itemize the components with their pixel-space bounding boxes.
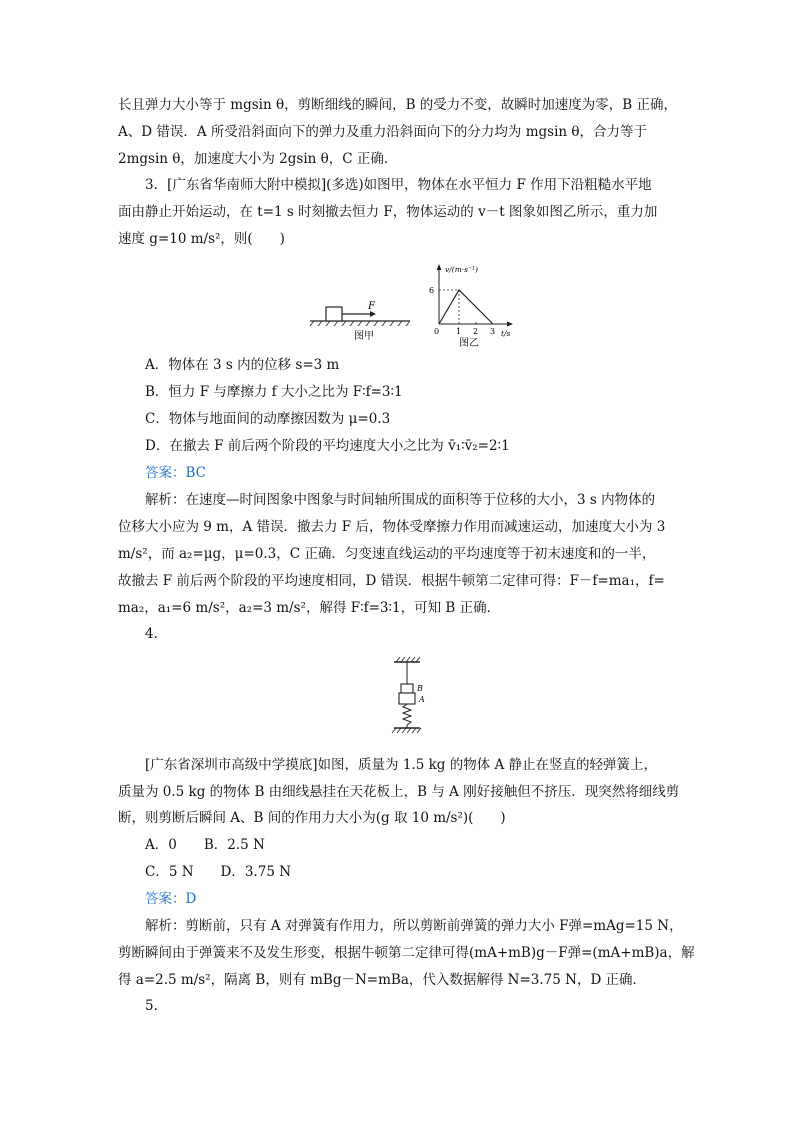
y-axis-arrowhead — [437, 264, 442, 270]
prev-analysis-line-2: A、D 错误．A 所受沿斜面向下的弹力及重力沿斜面向下的分力均为 mgsin θ，合力等于 — [118, 124, 647, 140]
q4-stem-line-3: 断，则剪断后瞬间 A、B 间的作用力大小为(g 取 10 m/s²)( ) — [118, 810, 506, 826]
q4-analysis-line-1: 解析：剪断前，只有 A 对弹簧有作用力，所以剪断前弹簧的弹力大小 F弹=mAg=15 N， — [145, 918, 683, 934]
figure-jia — [308, 295, 418, 345]
q3-answer: 答案：BC — [145, 465, 207, 481]
q4-options-row-2: C．5 N D．3.75 N — [145, 864, 292, 880]
q3-analysis-line-4: 故撤去 F 前后两个阶段的平均速度相同，D 错误．根据牛顿第二定律可得：F－f=ma₁，f= — [118, 573, 665, 589]
x-axis-label: t/s — [501, 329, 511, 338]
prev-analysis-line-1: 长且弹力大小等于 mgsin θ，剪断细线的瞬间，B 的受力不变，故瞬时加速度为零，B 正确， — [118, 97, 678, 113]
figure-spring — [382, 656, 442, 736]
force-label: F — [368, 301, 375, 312]
block-shape — [326, 307, 342, 321]
block-b — [401, 684, 413, 693]
block-a — [399, 693, 415, 704]
q4-stem-line-2: 质量为 0.5 kg 的物体 B 由细线悬挂在天花板上，B 与 A 刚好接触但不挤压．现突然将细线剪 — [118, 784, 680, 800]
ground-hatching — [310, 321, 410, 326]
q4-stem-line-1: [广东省深圳市高级中学摸底]如图，质量为 1.5 kg 的物体 A 静止在竖直的轻弹簧上， — [145, 757, 658, 773]
q3-option-d: D．在撤去 F 前后两个阶段的平均速度大小之比为 v̄₁∶v̄₂=2∶1 — [145, 438, 510, 454]
x-tick-1: 1 — [456, 327, 462, 336]
q3-analysis-line-5: ma₂，a₁=6 m/s²，a₂=3 m/s²，解得 F∶f=3∶1，可知 B 正确． — [118, 600, 501, 616]
q5-number: 5. — [145, 998, 158, 1014]
q3-analysis-line-2: 位移大小应为 9 m，A 错误．撤去力 F 后，物体受摩擦力作用而减速运动，加速度大小为 3 — [118, 519, 666, 535]
q4-analysis-line-3: 得 a=2.5 m/s²，隔离 B，则有 mBg－N=mBa，代入数据解得 N=3.75 N，D 正确． — [118, 972, 647, 988]
q3-analysis-line-1: 解析：在速度—时间图象中图象与时间轴所围成的面积等于位移的大小，3 s 内物体的 — [145, 492, 656, 508]
caption-jia: 图甲 — [354, 331, 374, 342]
prev-analysis-line-3: 2mgsin θ，加速度大小为 2gsin θ，C 正确． — [118, 151, 398, 167]
x-tick-3: 3 — [490, 327, 496, 336]
q3-stem-line-3: 速度 g=10 m/s²，则( ) — [118, 231, 285, 247]
q4-analysis-line-2: 剪断瞬间由于弹簧来不及发生形变，根据牛顿第二定律可得(mA+mB)g－F弹=(mA+mB)a，解 — [118, 945, 695, 961]
q3-option-b: B．恒力 F 与摩擦力 f 大小之比为 F∶f=3∶1 — [145, 384, 403, 400]
origin-label: 0 — [434, 327, 440, 336]
y-tick-6: 6 — [429, 286, 435, 295]
vt-line — [439, 290, 493, 324]
q4-answer: 答案：D — [145, 891, 197, 907]
q3-stem-line-1: 3．[广东省华南师大附中模拟](多选)如图甲，物体在水平恒力 F 作用下沿粗糙水平地 — [145, 177, 652, 193]
q3-option-c: C．物体与地面间的动摩擦因数为 μ=0.3 — [145, 411, 391, 427]
caption-yi: 图乙 — [459, 338, 479, 348]
q3-analysis-line-3: m/s²，而 a₂=μg，μ=0.3，C 正确．匀变速直线运动的平均速度等于初末速度和的一半， — [118, 546, 656, 562]
q3-stem-line-2: 面由静止开始运动，在 t=1 s 时刻撤去恒力 F，物体运动的 v－t 图象如图乙所示，重力加 — [118, 204, 658, 220]
q4-number: 4. — [145, 626, 158, 642]
x-axis-arrowhead — [507, 322, 513, 327]
figure-yi — [425, 262, 525, 348]
q3-option-a: A．物体在 3 s 内的位移 s=3 m — [145, 357, 340, 373]
floor-hatching — [392, 728, 421, 733]
ceiling-hatching — [396, 657, 420, 662]
y-axis-label: v/(m·s⁻¹) — [445, 265, 478, 274]
q4-options-row-1: A．0 B．2.5 N — [145, 837, 265, 853]
spring-coil — [403, 704, 411, 725]
label-a: A — [419, 695, 425, 704]
label-b: B — [417, 684, 423, 693]
x-tick-2: 2 — [473, 327, 479, 336]
